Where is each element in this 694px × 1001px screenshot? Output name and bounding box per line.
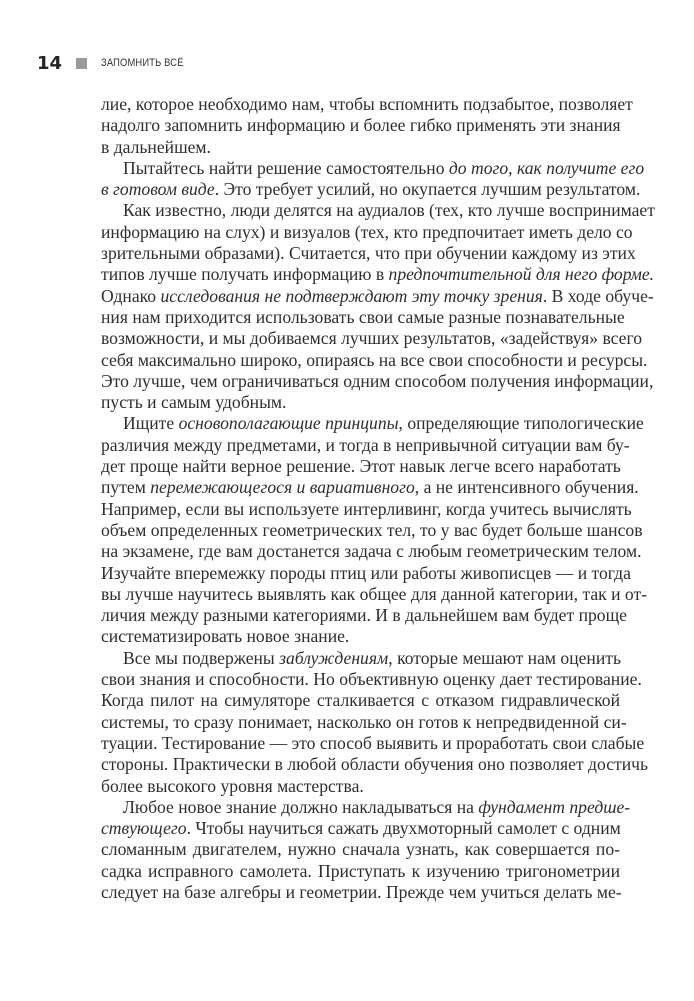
text-segment: Ищите: [123, 413, 179, 434]
text-line: [101, 690, 620, 711]
text-line: [101, 776, 620, 797]
text-segment: . В ходе обуче-: [542, 285, 654, 306]
text-segment: . Это требует усилий, но окупается лучшим результатом.: [214, 179, 641, 200]
text-line: [101, 221, 633, 243]
text-segment: ния нам приходится использовать свои самые разные познавательные: [101, 306, 625, 327]
italic-emphasis: исследования не подтверждают эту точку зрения: [160, 285, 543, 306]
body-text: [101, 94, 655, 903]
text-segment: пусть и самым удобным.: [101, 392, 287, 413]
text-segment: зрительными образами). Считается, что при обучении каждому из этих: [101, 243, 636, 264]
text-line: [101, 711, 627, 733]
text-segment: надолго запомнить информацию и более гибко применять эти знания: [101, 115, 621, 136]
text-line: [101, 669, 642, 690]
text-line: [101, 605, 627, 626]
text-segment: , которые мешают нам оценить: [388, 647, 621, 668]
italic-emphasis: заблуждениям: [279, 647, 389, 668]
text-segment: Изучайте вперемежку породы птиц или работы живописцев — и тогда: [101, 562, 631, 583]
text-segment: путем: [101, 477, 151, 498]
italic-emphasis: предпочтительной для него форме.: [388, 264, 655, 285]
text-segment: в дальнейшем.: [101, 136, 211, 157]
text-segment: на экзамене, где вам достанется задача с любым геометрическим телом.: [101, 541, 642, 562]
text-line: [101, 94, 633, 115]
text-line: [101, 648, 620, 669]
text-line: [101, 115, 620, 136]
text-segment: системы, то сразу понимает, насколько он готов к непредвиденной си-: [101, 711, 627, 732]
running-title: ЗАПОМНИТЬ ВСЁ: [101, 57, 184, 69]
text-line: [101, 796, 631, 818]
text-line: [101, 477, 639, 498]
text-line: [101, 519, 643, 541]
text-segment: следует на базе алгебры и геометрии. Прежде чем учиться делать ме-: [101, 881, 622, 902]
text-line: [101, 732, 645, 754]
text-segment: типов лучше получать информацию в: [101, 264, 389, 285]
text-segment: объем определенных геометрических тел, то у вас будет больше шансов: [101, 519, 643, 540]
text-line: [101, 285, 654, 307]
text-line: [101, 583, 648, 605]
text-segment: Когда пилот на симуляторе сталкивается с отказом гидравлической: [101, 690, 620, 711]
text-line: [101, 349, 648, 371]
text-line: [101, 370, 654, 392]
text-segment: туации. Тестирование — это способ выявить и проработать свои слабые: [101, 732, 645, 753]
italic-emphasis: в готовом виде: [101, 179, 215, 200]
text-line: [101, 157, 645, 179]
italic-emphasis: основополагающие принципы: [178, 413, 399, 434]
text-segment: возможности, и мы добиваемся лучших результатов, «задействуя» всего: [101, 328, 643, 349]
italic-emphasis: фундамент предше-: [478, 796, 631, 817]
text-line: [101, 137, 620, 158]
text-line: [101, 541, 642, 562]
text-line: [101, 456, 620, 477]
header-square-ornament: [76, 58, 87, 69]
text-segment: себя максимально широко, опираясь на все свои способности и ресурсы.: [101, 349, 648, 370]
text-segment: лие, которое необходимо нам, чтобы вспомнить подзабытое, позволяет: [101, 94, 633, 114]
text-segment: сломанным двигателем, нужно сначала узнать, как совершается по-: [101, 839, 620, 860]
text-line: [101, 179, 641, 200]
text-segment: Все мы подвержены: [123, 647, 280, 668]
text-line: [101, 328, 643, 349]
text-line: [101, 818, 620, 839]
text-line: [101, 200, 655, 221]
text-line: [101, 306, 625, 328]
text-line: [101, 264, 655, 285]
text-line: [101, 626, 620, 647]
text-line: [101, 861, 620, 882]
text-segment: , определяющие типологические: [398, 413, 644, 434]
text-line: [101, 562, 631, 584]
italic-emphasis: ствующего: [101, 818, 187, 839]
page-header: [37, 52, 198, 74]
text-segment: Как известно, люди делятся на аудиалов (тех, кто лучше воспринимает: [123, 200, 655, 221]
text-segment: более высокого уровня мастерства.: [101, 775, 364, 796]
text-segment: Любое новое знание должно накладываться на: [123, 796, 479, 817]
text-line: [101, 882, 620, 903]
text-segment: Это лучше, чем ограничиваться одним способом получения информации,: [101, 370, 654, 391]
text-line: [101, 498, 632, 520]
text-segment: садка исправного самолета. Приступать к изучению тригонометрии: [101, 860, 620, 881]
page-number: 14: [37, 52, 63, 74]
text-segment: Например, если вы используете интерливинг, когда учитесь вычислять: [101, 498, 632, 519]
text-line: [101, 434, 630, 456]
text-segment: вы лучше научитесь выявлять как общее для данной категории, так и от-: [101, 583, 648, 604]
italic-emphasis: перемежающегося и вариативного: [150, 477, 415, 498]
text-segment: Пытайтесь найти решение самостоятельно: [123, 157, 449, 178]
text-segment: информацию на слух) и визуалов (тех, кто предпочитает иметь дело со: [101, 221, 633, 242]
italic-emphasis: до того, как получите его: [448, 157, 645, 178]
text-segment: систематизировать новое знание.: [101, 626, 350, 647]
text-segment: . Чтобы научиться сажать двухмоторный самолет с одним: [186, 818, 621, 839]
text-segment: различия между предметами, и тогда в непривычной ситуации вам бу-: [101, 434, 630, 455]
text-segment: , а не интенсивного обучения.: [414, 477, 639, 498]
text-segment: Однако: [101, 285, 161, 306]
text-line: [101, 243, 636, 264]
text-segment: дет проще найти верное решение. Этот навык легче всего наработать: [101, 456, 621, 477]
text-segment: личия между разными категориями. И в дальнейшем вам будет проще: [101, 605, 627, 626]
text-segment: стороны. Практически в любой области обучения оно позволяет достичь: [101, 754, 649, 775]
text-line: [101, 754, 649, 775]
text-line: [101, 413, 644, 434]
text-segment: свои знания и способности. Но объективную оценку дает тестирование.: [101, 669, 642, 690]
text-line: [101, 839, 620, 860]
text-line: [101, 392, 620, 413]
